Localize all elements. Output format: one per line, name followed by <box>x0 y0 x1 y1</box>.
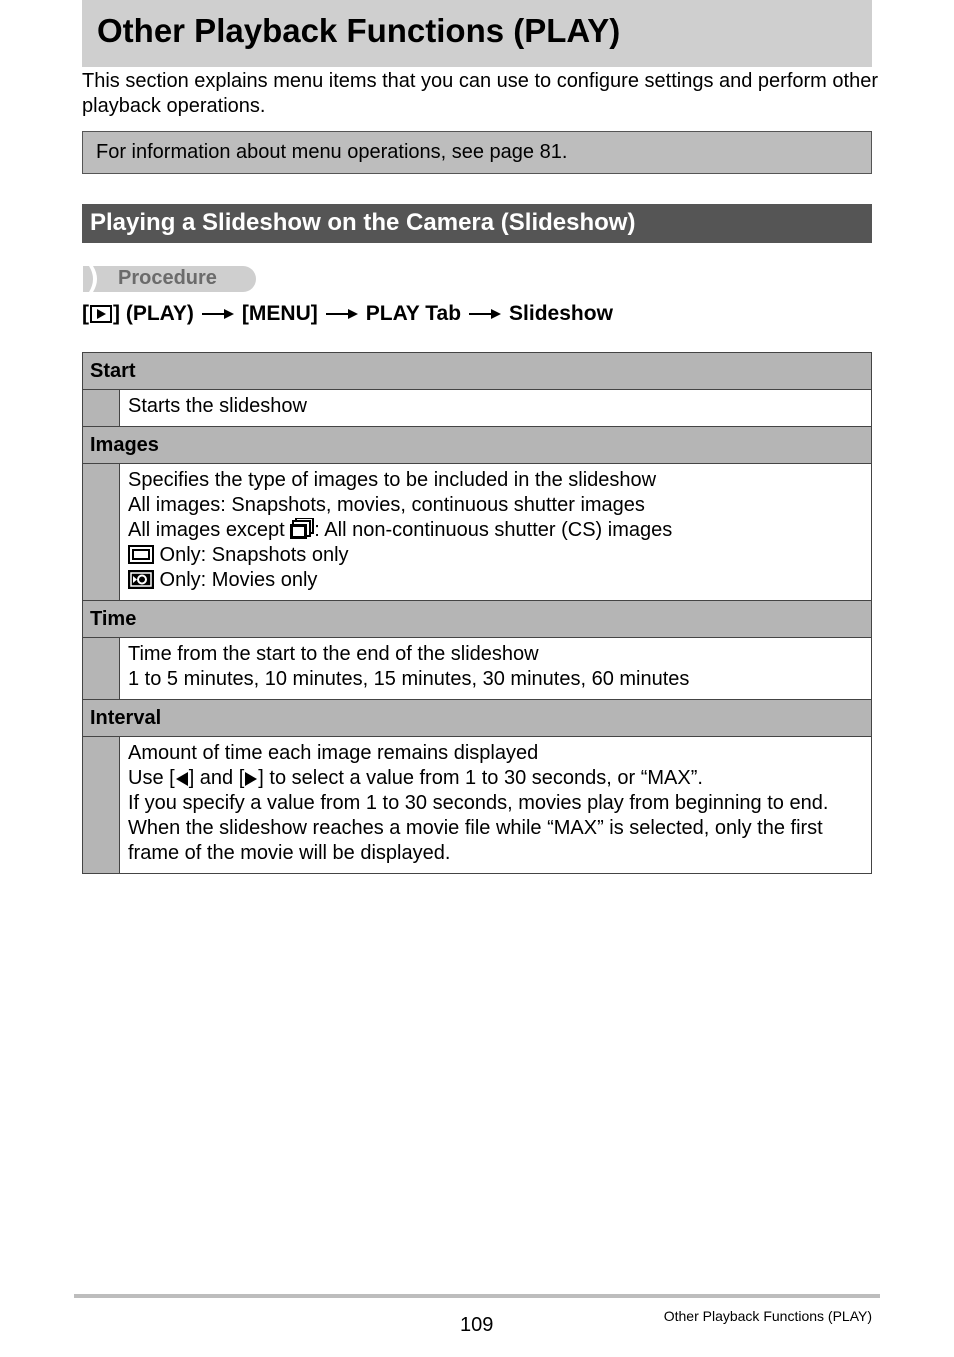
path-play-label: ] (PLAY) <box>113 302 194 325</box>
footer-title: Other Playback Functions (PLAY) <box>663 1308 872 1324</box>
table-row <box>83 638 872 700</box>
setting-title-images: Images <box>83 427 872 464</box>
row-gutter <box>83 464 120 601</box>
table-row <box>83 700 872 737</box>
right-arrow-icon <box>244 771 258 787</box>
setting-desc-start <box>120 390 872 427</box>
left-arrow-icon <box>175 771 189 787</box>
section-title: Playing a Slideshow on the Camera (Slideshow) <box>90 209 636 236</box>
table-row <box>83 353 872 390</box>
table-row <box>83 427 872 464</box>
continuous-shutter-icon <box>290 518 314 539</box>
table-row <box>83 390 872 427</box>
page-number: 109 <box>460 1314 494 1336</box>
procedure-badge <box>83 266 256 292</box>
desc-line: If you specify a value from 1 to 30 seconds, movies play from beginning to end. <box>128 792 829 814</box>
arrow-right-icon <box>469 308 501 320</box>
setting-title-time: Time <box>83 601 872 638</box>
setting-desc-interval <box>120 737 872 874</box>
desc-text: : All non-continuous shutter (CS) images <box>314 519 673 541</box>
setting-title-start: Start <box>83 353 872 390</box>
desc-line: All images: Snapshots, movies, continuous shutter images <box>128 494 645 516</box>
arrow-right-icon <box>326 308 358 320</box>
path-open-bracket: [ <box>82 302 89 325</box>
path-menu: [MENU] <box>241 302 318 325</box>
desc-line: When the slideshow reaches a movie file while “MAX” is selected, only the first <box>128 817 823 839</box>
path-item: Slideshow <box>509 302 613 325</box>
setting-desc-images <box>120 464 872 601</box>
desc-line: frame of the movie will be displayed. <box>128 842 451 864</box>
desc-text: Use [ <box>128 767 175 789</box>
section-header <box>82 204 872 243</box>
desc-text: Only: Movies only <box>154 569 318 591</box>
desc-text: ] to select a value from 1 to 30 seconds, or “MAX”. <box>258 767 703 789</box>
snapshot-icon <box>128 545 154 564</box>
note-box <box>82 131 872 174</box>
desc-line: Time from the start to the end of the slideshow <box>128 643 539 665</box>
desc-line <box>128 543 863 568</box>
procedure-label: Procedure <box>118 267 217 289</box>
setting-title-interval: Interval <box>83 700 872 737</box>
play-icon <box>90 305 112 323</box>
note-text: For information about menu operations, see page 81. <box>96 141 568 163</box>
movie-icon <box>128 570 154 589</box>
table-row <box>83 464 872 601</box>
row-gutter <box>83 390 120 427</box>
table-row <box>83 737 872 874</box>
desc-line: Starts the slideshow <box>128 395 307 417</box>
desc-line: Amount of time each image remains displayed <box>128 742 539 764</box>
setting-desc-time <box>120 638 872 700</box>
row-gutter <box>83 737 120 874</box>
desc-line <box>128 766 863 791</box>
menu-path <box>82 302 613 326</box>
arrow-right-icon <box>202 308 234 320</box>
desc-line <box>128 568 863 593</box>
table-row <box>83 601 872 638</box>
path-tab: PLAY Tab <box>365 302 462 325</box>
desc-line: 1 to 5 minutes, 10 minutes, 15 minutes, 30 minutes, 60 minutes <box>128 668 690 690</box>
page-title: Other Playback Functions (PLAY) <box>97 12 621 49</box>
desc-line: Specifies the type of images to be included in the slideshow <box>128 469 657 491</box>
desc-line <box>128 518 863 543</box>
title-bar <box>82 0 872 67</box>
row-gutter <box>83 638 120 700</box>
procedure-notch-icon <box>83 266 103 292</box>
footer-rule <box>74 1294 880 1298</box>
desc-text: All images except <box>128 519 291 541</box>
intro-text: This section explains menu items that you can use to configure settings and perform other playback operations. <box>82 70 878 117</box>
desc-text: Only: Snapshots only <box>154 544 349 566</box>
settings-table <box>82 352 872 874</box>
desc-text: ] and [ <box>188 767 245 789</box>
